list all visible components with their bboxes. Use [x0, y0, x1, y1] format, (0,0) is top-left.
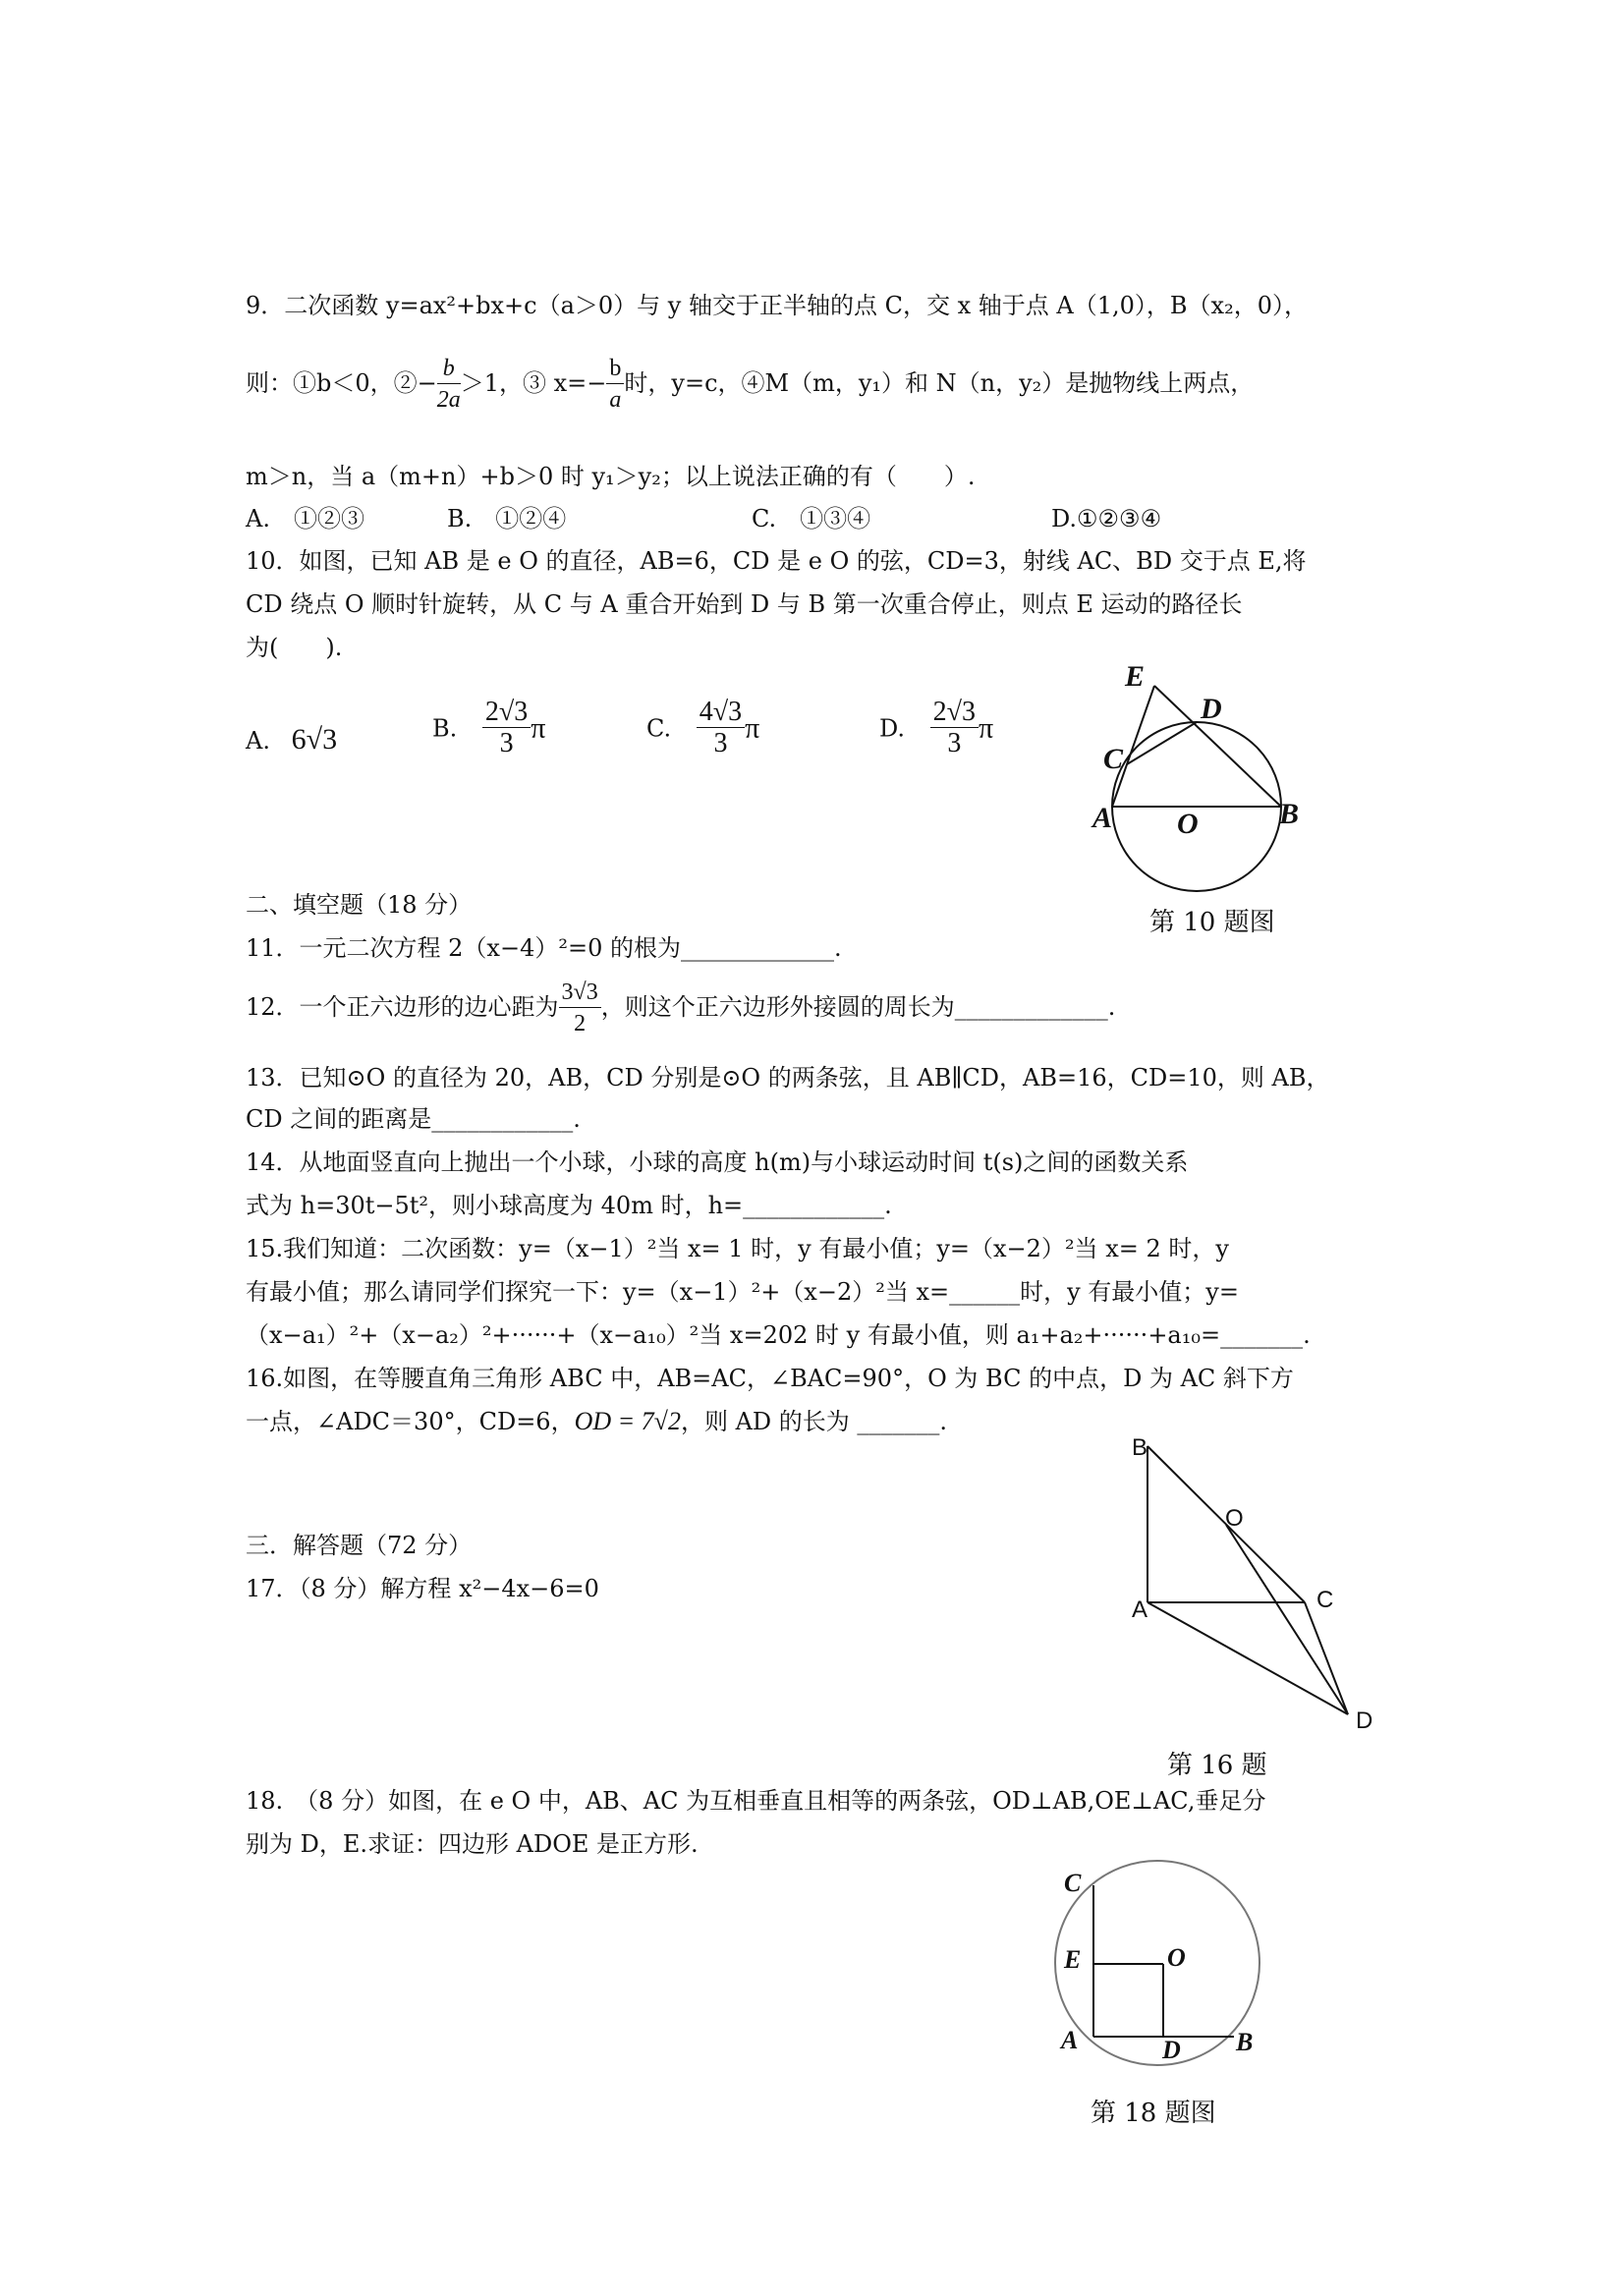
q10-option-b-label: B.	[432, 714, 458, 743]
q10-option-c-label: C.	[646, 714, 672, 743]
q9-line2-a: 则：①b＜0，②−	[246, 369, 437, 397]
q10-label-c: C	[1103, 743, 1124, 775]
q16-label-c: C	[1316, 1587, 1334, 1613]
q13-line2: CD 之间的距离是____________.	[246, 1105, 581, 1133]
q9-line1: 9．二次函数 y=ax²+bx+c（a＞0）与 y 轴交于正半轴的点 C，交 x 轴于点 A（1,0），B（x₂，0），	[246, 292, 1308, 319]
q10-option-a	[246, 725, 337, 756]
q9-line3: m＞n，当 a（m+n）+b＞0 时 y₁＞y₂；以上说法正确的有（ ）.	[246, 463, 976, 490]
q15-line3: （x−a₁）²+（x−a₂）²+······+（x−a₁₀）²当 x=202 时 y 有最小值，则 a₁+a₂+······+a₁₀=_______.	[246, 1321, 1311, 1349]
q12-num: 3√3	[559, 978, 601, 1008]
q17: 17．（8 分）解方程 x²−4x−6=0	[246, 1575, 599, 1602]
q9-frac2-den: a	[609, 387, 622, 413]
q10-option-b	[432, 698, 545, 759]
q12-text-a: 12．一个正六边形的边心距为	[246, 993, 559, 1021]
q16-label-o: O	[1225, 1505, 1244, 1532]
q12-den: 2	[574, 1011, 587, 1036]
q16-line2-a: 一点，∠ADC＝30°，CD=6，	[246, 1408, 575, 1435]
q10-option-c-fraction	[697, 698, 745, 759]
q10-option-c-pi: π	[745, 711, 760, 745]
q10-line2: CD 绕点 O 顺时针旋转，从 C 与 A 重合开始到 D 与 B 第一次重合停止，则点 E 运动的路径长	[246, 590, 1243, 618]
q18-line1: 18. （8 分）如图，在 e O 中，AB、AC 为互相垂直且相等的两条弦，OD⊥AB,OE⊥AC,垂足分	[246, 1787, 1266, 1815]
q10-option-b-den: 3	[499, 728, 514, 758]
q9-frac2-num: b	[606, 354, 624, 384]
q18-label-a: A	[1061, 2026, 1079, 2054]
q10-option-c	[646, 698, 759, 759]
section2-heading: 二、填空题（18 分）	[246, 891, 473, 919]
q10-line3: 为( ).	[246, 634, 343, 661]
q10-option-c-num: 4√3	[697, 698, 745, 728]
q16-line2-b: ，则 AD 的长为 _______.	[680, 1408, 948, 1435]
q10-caption: 第 10 题图	[1149, 908, 1275, 937]
q14-line1: 14．从地面竖直向上抛出一个小球，小球的高度 h(m)与小球运动时间 t(s)之间的函数关系	[246, 1148, 1189, 1176]
q10-label-b: B	[1279, 798, 1300, 830]
q18-label-d: D	[1162, 2036, 1181, 2064]
q15-line2: 有最小值；那么请同学们探究一下：y=（x−1）²+（x−2）²当 x=______时，y 有最小值；y=	[246, 1278, 1239, 1306]
q10-option-b-fraction	[482, 698, 531, 759]
q10-label-e: E	[1125, 660, 1146, 693]
q10-label-d: D	[1201, 693, 1222, 725]
q18-label-o: O	[1167, 1943, 1186, 1972]
q10-option-a-label: A.	[246, 727, 270, 755]
q12-fraction	[559, 978, 601, 1039]
q10-option-d-den: 3	[947, 728, 962, 758]
q9-fraction-2	[606, 354, 624, 416]
q16-label-d: D	[1356, 1708, 1373, 1734]
q9-line2-b: ＞1，③ x=−	[460, 369, 607, 397]
q16-segment-od	[1226, 1525, 1348, 1714]
q10-option-d-label: D.	[879, 714, 906, 743]
q16-figure	[1130, 1434, 1385, 1729]
q10-option-a-value: 6√3	[291, 723, 338, 756]
q12	[246, 978, 1115, 1039]
q10-option-b-num: 2√3	[482, 698, 531, 728]
q16-line2	[246, 1407, 947, 1436]
q10-figure	[1081, 648, 1336, 914]
q10-option-b-pi: π	[531, 711, 546, 745]
q13-line1: 13．已知⊙O 的直径为 20，AB，CD 分别是⊙O 的两条弦，且 AB∥CD，AB=16，CD=10，则 AB，	[246, 1064, 1330, 1092]
q10-line1: 10．如图，已知 AB 是 e O 的直径，AB=6，CD 是 e O 的弦，CD=3，射线 AC、BD 交于点 E,将	[246, 547, 1307, 575]
q16-label-a: A	[1132, 1596, 1148, 1623]
q10-option-d-fraction	[930, 698, 979, 759]
q10-option-c-den: 3	[713, 728, 728, 758]
q16-line1: 16.如图，在等腰直角三角形 ABC 中，AB=AC，∠BAC=90°，O 为 BC 的中点，D 为 AC 斜下方	[246, 1365, 1294, 1392]
q10-option-d-num: 2√3	[930, 698, 979, 728]
q18-label-c: C	[1064, 1869, 1082, 1897]
q9-frac1-den: 2a	[436, 387, 461, 413]
q9-line2	[246, 354, 1254, 416]
q14-line2: 式为 h=30t−5t²，则小球高度为 40m 时，h=____________.	[246, 1192, 892, 1219]
q18-line2: 别为 D，E.求证：四边形 ADOE 是正方形.	[246, 1830, 699, 1858]
section3-heading: 三．解答题（72 分）	[246, 1532, 473, 1559]
q9-option-b: B. ①②④	[447, 505, 567, 532]
q9-frac1-num: b	[437, 354, 461, 384]
q16-od-expression: OD = 7√2	[574, 1407, 681, 1435]
q10-chord-cd	[1127, 722, 1197, 764]
q9-option-d: D.①②③④	[1051, 505, 1162, 532]
q16-label-b: B	[1132, 1434, 1148, 1461]
q9-option-a: A. ①②③	[246, 505, 364, 532]
q16-segment-ad	[1147, 1602, 1348, 1714]
q15-line1: 15.我们知道：二次函数：y=（x−1）²当 x= 1 时，y 有最小值；y=（x−2）²当 x= 2 时，y	[246, 1235, 1229, 1262]
q10-label-o: O	[1177, 808, 1199, 840]
q9-option-c: C. ①③④	[752, 505, 871, 532]
q11: 11．一元二次方程 2（x−4）²=0 的根为_____________.	[246, 934, 842, 962]
q9-line2-c: 时，y=c，④M（m，y₁）和 N（n，y₂）是抛物线上两点，	[624, 369, 1255, 397]
q16-caption: 第 16 题	[1167, 1751, 1267, 1780]
q10-option-d-pi: π	[979, 711, 994, 745]
q12-text-b: ，则这个正六边形外接圆的周长为_____________.	[600, 993, 1116, 1021]
q18-label-b: B	[1236, 2028, 1254, 2056]
q18-label-e: E	[1064, 1945, 1082, 1974]
q10-option-d	[879, 698, 993, 759]
q10-label-a: A	[1092, 802, 1113, 834]
q18-caption: 第 18 题图	[1091, 2099, 1216, 2128]
q9-fraction-1	[437, 354, 461, 416]
